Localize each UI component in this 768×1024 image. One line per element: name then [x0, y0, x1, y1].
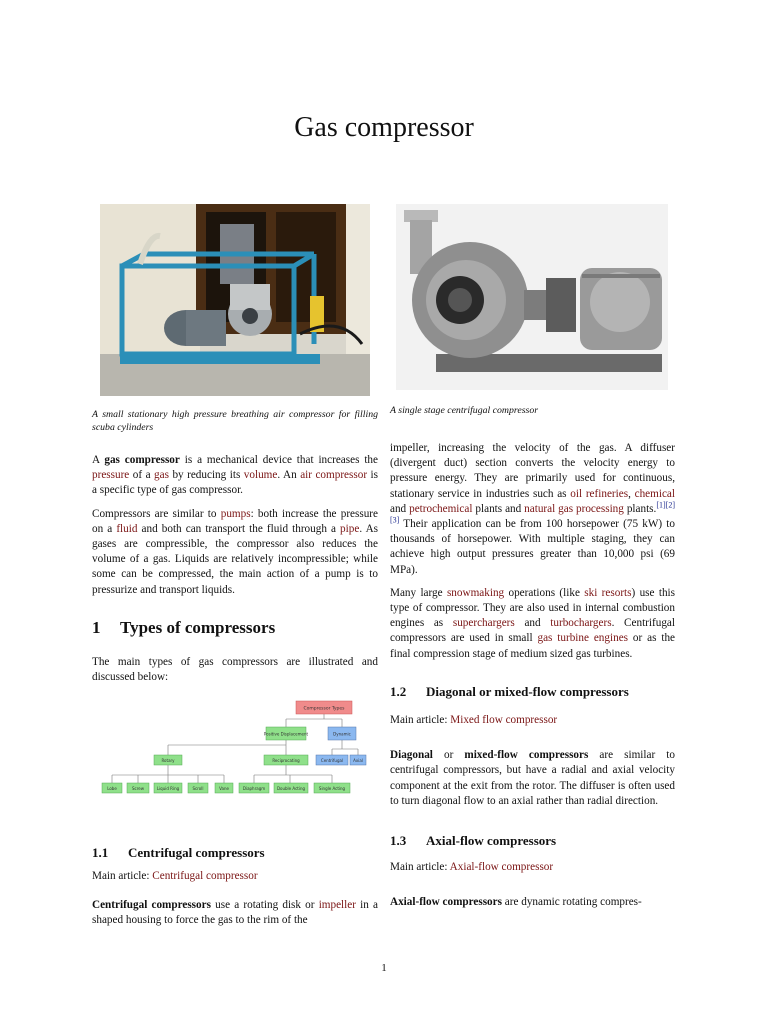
diagram-node-dynamic — [328, 727, 356, 740]
section-heading-types: 1 Types of compressors — [92, 617, 276, 637]
link-ski-resorts[interactable]: ski resorts — [584, 586, 632, 599]
diagram-node-vane — [215, 783, 233, 793]
link-volume[interactable]: volume — [243, 469, 278, 482]
figure1-caption: A small stationary high pressure breathing air compressor for filling scuba cylinders — [92, 409, 378, 433]
diagram-node-diaphragm — [239, 783, 269, 793]
link-pressure[interactable]: pressure — [92, 469, 130, 482]
link-fluid[interactable]: fluid — [116, 522, 138, 535]
svg-text:Diaphragm: Diaphragm — [242, 786, 266, 792]
diagram-node-lobe — [102, 783, 122, 793]
diagram-node-rotary — [154, 755, 182, 765]
link-impeller[interactable]: impeller — [318, 898, 356, 911]
centrifugal-main-article: Main article: Centrifugal compressor — [92, 869, 258, 882]
link-air-compressor[interactable]: air compressor — [300, 469, 368, 482]
types-intro-paragraph: The main types of gas compressors are illustrated and discussed below: — [92, 656, 378, 684]
diagram-node-liquid-ring — [154, 783, 182, 793]
page-number: 1 — [381, 962, 387, 974]
svg-text:Double Acting: Double Acting — [276, 786, 306, 792]
link-petrochemical[interactable]: petrochemical — [409, 502, 473, 515]
right-column — [390, 404, 675, 919]
svg-text:Screw: Screw — [131, 786, 145, 792]
link-gas-turbine-engines[interactable]: gas turbine engines — [537, 632, 629, 645]
intro-paragraph-2: Compressors are similar to pumps: both increase the pressure on a fluid and both can transport the fluid through a pipe. As gases are compressible, the compressor also reduces the volume of a gas. Liquids are relatively incompressible; while some can be compressed, the main action of a pump is to pressurize and transport liquids. — [92, 507, 378, 596]
link-oil-refineries[interactable]: oil refineries — [570, 487, 629, 500]
diagram-node-scroll — [188, 783, 208, 793]
term-gas-compressor: gas compressor — [104, 454, 180, 466]
figure2-caption: A single stage centrifugal compressor — [390, 405, 539, 416]
svg-text:Dynamic: Dynamic — [333, 731, 351, 737]
diagram-node-reciprocating — [264, 755, 308, 765]
svg-text:Reciprocating: Reciprocating — [272, 758, 300, 764]
diagram-node-single-acting — [314, 783, 350, 793]
diagram-node-centrifugal — [316, 755, 348, 765]
svg-text:Single Acting: Single Acting — [318, 786, 346, 792]
svg-text:Vane: Vane — [219, 786, 229, 792]
compressor-types-diagram — [92, 697, 378, 805]
reference-links[interactable]: [1][2][3] — [390, 500, 675, 525]
diagram-node-positive-displacement — [264, 727, 309, 740]
breathing-air-compressor-photo — [100, 204, 370, 396]
svg-text:Positive Displacement: Positive Displacement — [263, 731, 309, 737]
centrifugal-paragraph: Centrifugal compressors use a rotating disk or impeller in a shaped housing to force the gas to the rim of the — [92, 898, 378, 927]
link-superchargers[interactable]: superchargers — [452, 617, 515, 630]
link-centrifugal-compressor[interactable]: Centrifugal compressor — [152, 869, 258, 882]
diagram-node-screw — [127, 783, 149, 793]
diagonal-paragraph: Diagonal or mixed-flow compressors are similar to centrifugal compressors, but have a radial and axial velocity component at the exit from the rotor. The diffuser is often used to turn diagonal flow to an axial rather than radial direction. — [390, 749, 675, 807]
section-heading-centrifugal: 1.1 Centrifugal compressors — [92, 845, 265, 861]
link-mixed-flow-compressor[interactable]: Mixed flow compressor — [450, 714, 558, 727]
section-heading-diagonal: 1.2 Diagonal or mixed-flow compressors — [390, 683, 629, 699]
centrifugal-compressor-photo — [396, 204, 668, 390]
diagonal-main-article: Main article: Mixed flow compressor — [390, 714, 558, 727]
axial-paragraph: Axial-flow compressors are dynamic rotating compres- — [390, 896, 642, 909]
svg-text:Scroll: Scroll — [192, 786, 204, 792]
left-column — [92, 408, 378, 936]
svg-text:Compressor Types: Compressor Types — [303, 706, 345, 712]
link-pumps[interactable]: pumps — [220, 507, 251, 520]
link-axial-flow-compressor[interactable]: Axial-flow compressor — [449, 861, 554, 874]
link-pipe[interactable]: pipe — [340, 522, 360, 535]
diagram-node-double-acting — [274, 783, 308, 793]
link-gas[interactable]: gas — [154, 469, 169, 482]
section-heading-axial: 1.3 Axial-flow compressors — [390, 833, 557, 849]
diagram-node-root — [296, 701, 352, 714]
snowmaking-paragraph: Many large snowmaking operations (like ski resorts) use this type of compressor. They are also used in internal combustion engines as superchargers and turbochargers. Centrifugal compressors are used in small gas turbine engines or as the final compression stage of medium sized gas turbines. — [390, 586, 676, 660]
page-title: Gas compressor — [294, 112, 474, 143]
centrifugal-continued-paragraph: impeller, increasing the velocity of the gas. A diffuser (divergent duct) section converts the velocity energy to pressure energy. They are primarily used for continuous, stationary service in industries such as oil refineries, chemical and petrochemical plants and natural gas processing plants.[1][2][3] Their application can be from 100 horsepower (75 kW) to thousands of horsepower. With multiple staging, they can achieve high output pressures greater than 10,000 psi (69 MPa). — [390, 442, 675, 576]
diagram-node-axial — [350, 755, 366, 765]
svg-text:Centrifugal: Centrifugal — [320, 758, 344, 764]
svg-text:Lobe: Lobe — [107, 786, 117, 792]
svg-text:Rotary: Rotary — [161, 758, 175, 764]
svg-text:Liquid Ring: Liquid Ring — [156, 786, 180, 792]
intro-paragraph-1: A gas compressor is a mechanical device that increases the pressure of a gas by reducing its volume. An air compressor is a specific type of gas compressor. — [92, 454, 378, 497]
svg-text:Axial: Axial — [353, 758, 363, 764]
link-snowmaking[interactable]: snowmaking — [446, 586, 505, 599]
axial-main-article: Main article: Axial-flow compressor — [390, 861, 554, 874]
link-turbochargers[interactable]: turbochargers — [550, 617, 612, 630]
link-natural-gas-processing[interactable]: natural gas processing — [524, 502, 624, 515]
link-chemical[interactable]: chemical — [634, 487, 675, 500]
